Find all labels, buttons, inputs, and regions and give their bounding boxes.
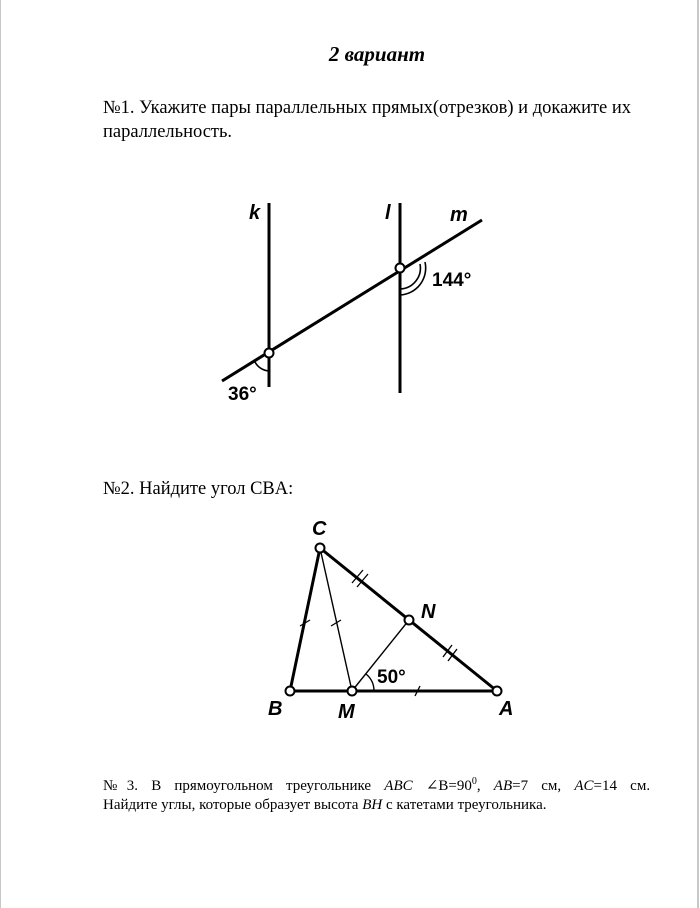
point-B: [286, 687, 295, 696]
task-2-text: №2. Найдите угол CBA:: [103, 479, 294, 499]
angle-arc-36: [255, 362, 269, 371]
angle-arc-50: [366, 674, 374, 691]
triangle-name: ABC: [384, 778, 413, 794]
task-3-text-a: В прямоугольном треугольнике: [151, 778, 372, 794]
task-3-text-c: с катетами треугольника.: [385, 797, 547, 813]
point-A: [493, 687, 502, 696]
task-3-text-b: Найдите углы, которые образует высота: [103, 797, 359, 813]
side-ab-name: AB: [493, 778, 513, 794]
angle-label-144: 144°: [432, 270, 472, 291]
separator: ,: [476, 778, 481, 794]
task-3-number: №3.: [103, 778, 138, 794]
task-3-text: [103, 772, 650, 815]
label-B: B: [268, 698, 283, 720]
label-l: l: [385, 202, 391, 224]
degree-superscript: 0: [471, 776, 477, 787]
height-name: BH: [362, 797, 383, 813]
side-CB: [290, 548, 320, 691]
side-ab-value: =7 см,: [512, 778, 562, 794]
point-N: [405, 616, 414, 625]
point-M: [348, 687, 357, 696]
label-N: N: [421, 601, 436, 623]
angle-b-text: ∠B=90: [425, 778, 472, 794]
label-C: C: [312, 518, 327, 540]
label-A: A: [499, 698, 514, 720]
task-3-line-1: [103, 772, 650, 796]
angle-label-36: 36°: [228, 384, 257, 405]
task-1-text: №1. Укажите пары параллельных прямых(отрезков) и докажите их параллельность.: [103, 98, 632, 142]
label-k: k: [249, 202, 261, 224]
angle-b-condition: [426, 778, 477, 794]
angle-label-50: 50°: [377, 667, 406, 688]
side-ac-name: AC: [574, 778, 594, 794]
figure-parallel-lines: [222, 203, 482, 393]
label-M: M: [338, 701, 355, 723]
point-C: [316, 544, 325, 553]
label-m: m: [450, 204, 468, 226]
intersection-point-l: [396, 264, 405, 273]
line-m: [222, 220, 482, 381]
intersection-point-k: [265, 349, 274, 358]
side-ac-value: =14 см.: [593, 778, 651, 794]
variant-title: 2 вариант: [328, 42, 426, 66]
